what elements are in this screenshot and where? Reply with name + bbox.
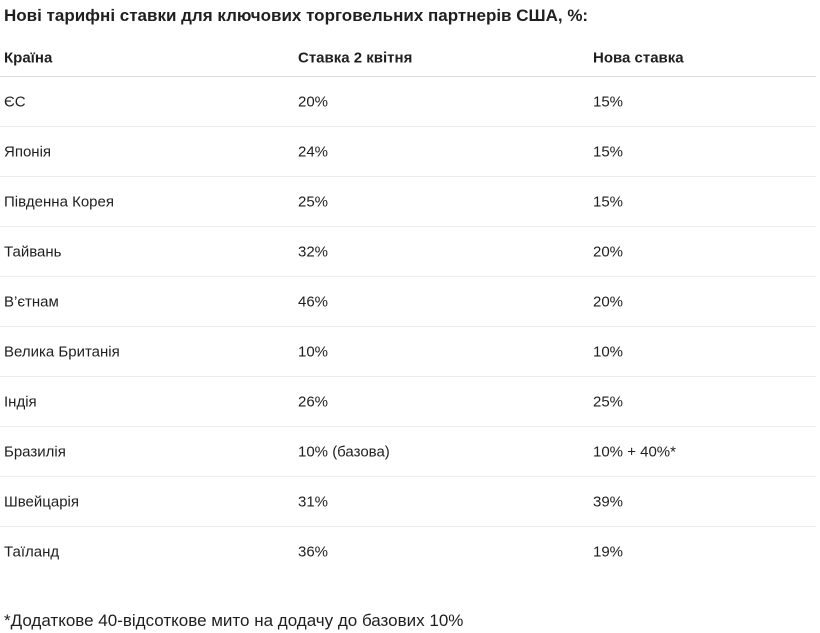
april-rate-cell: 31% (298, 493, 329, 510)
new-rate-cell: 25% (593, 393, 624, 410)
table-row (0, 227, 816, 277)
country-cell: Таїланд (4, 543, 60, 561)
april-rate-cell: 10% (базова) (298, 443, 390, 460)
new-rate-cell: 10% + 40%* (593, 443, 676, 460)
country-cell: Індія (4, 393, 37, 410)
country-cell: Швейцарія (4, 493, 79, 510)
column-header-april-rate: Ставка 2 квітня (298, 49, 413, 67)
new-rate-cell: 15% (593, 93, 624, 110)
table-row (0, 477, 816, 527)
new-rate-cell: 15% (593, 143, 624, 160)
april-rate-cell: 36% (298, 543, 329, 561)
table-header-row (0, 40, 816, 77)
country-cell: Тайвань (4, 243, 62, 260)
country-cell: Південна Корея (4, 193, 114, 210)
new-rate-cell: 20% (593, 243, 624, 260)
table-row (0, 77, 816, 127)
april-rate-cell: 26% (298, 393, 329, 410)
table-row (0, 277, 816, 327)
new-rate-cell: 10% (593, 343, 624, 360)
april-rate-cell: 24% (298, 143, 329, 160)
table-row (0, 527, 816, 577)
table-row (0, 127, 816, 177)
april-rate-cell: 20% (298, 93, 329, 110)
country-cell: Велика Британія (4, 343, 120, 360)
tariff-table (0, 40, 816, 577)
footnote: *Додаткове 40-відсоткове мито на додачу до базових 10% (4, 611, 464, 630)
april-rate-cell: 46% (298, 293, 329, 310)
april-rate-cell: 32% (298, 243, 329, 260)
table-row (0, 377, 816, 427)
new-rate-cell: 39% (593, 493, 624, 510)
country-cell: В’єтнам (4, 293, 59, 310)
country-cell: Японія (4, 143, 52, 160)
april-rate-cell: 25% (298, 193, 329, 210)
country-cell: ЄС (4, 93, 26, 110)
table-title: Нові тарифні ставки для ключових торговельних партнерів США, %: (4, 6, 589, 25)
column-header-country: Країна (4, 49, 53, 67)
table-row (0, 327, 816, 377)
april-rate-cell: 10% (298, 343, 329, 360)
new-rate-cell: 19% (593, 543, 624, 561)
table-row (0, 177, 816, 227)
new-rate-cell: 20% (593, 293, 624, 310)
table-row (0, 427, 816, 477)
country-cell: Бразилія (4, 443, 66, 460)
column-header-new-rate: Нова ставка (593, 49, 684, 67)
new-rate-cell: 15% (593, 193, 624, 210)
